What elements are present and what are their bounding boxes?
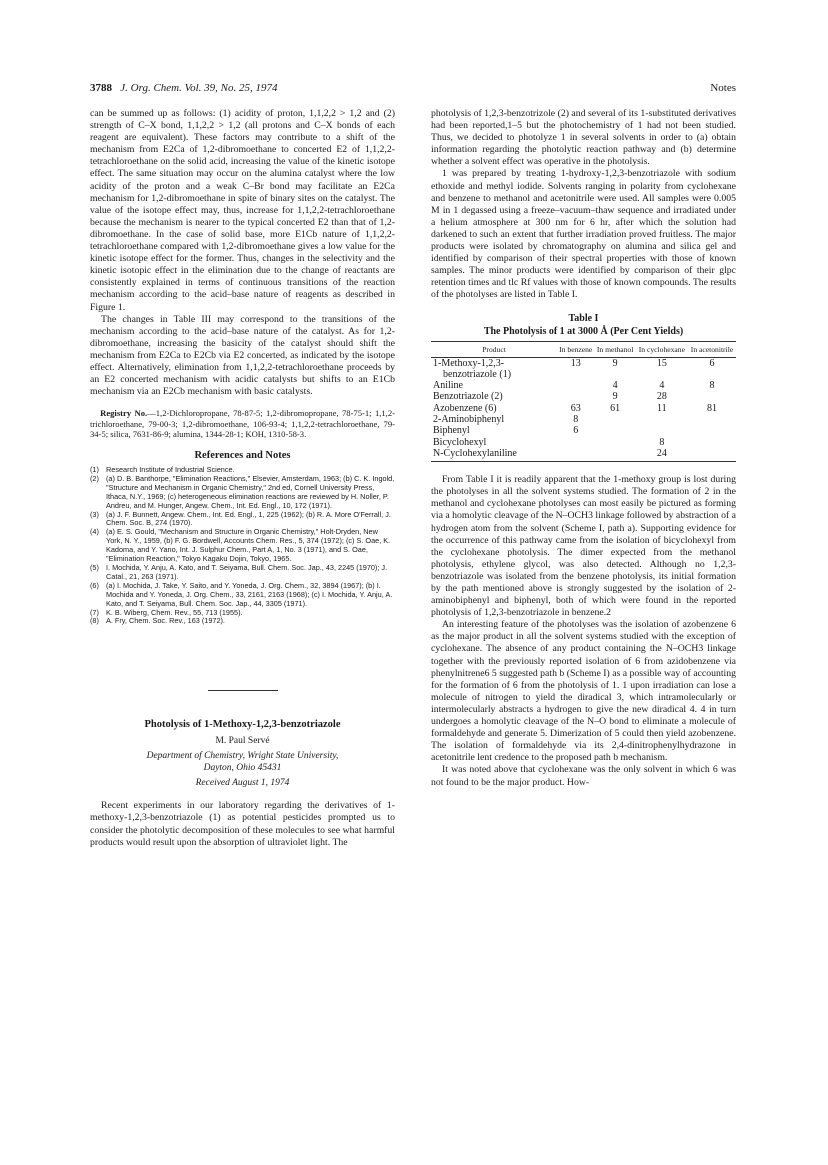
table-header: In benzene [557,341,594,357]
product-cell: N-Cyclohexylaniline [431,448,557,462]
product-cell: Bicyclohexyl [433,436,487,448]
body-paragraph: 1 was prepared by treating 1-hydroxy-1,2,3-benzotriazole with sodium ethoxide and methyl iodide. Solvents ranging in polarity from cyclohexane and benzene to methanol and acetonitrile were used. All samples were 0.005 M in 1 degassed using a freeze–vacuum–thaw sequence and irradiated under a helium atmosphere at 300 nm for 6 hr, after which the solution had darkened to such an extent that further irradiation proved fruitless. The major products were isolated by chromatography on alumina and silica gel and identified by comparison of their spectral properties with those of known samples. The minor products were identified by comparison of their glpc retention times and tlc Rf values with those of known compounds. The results of the photolyses are listed in Table I. [431,168,736,301]
yield-cell: 61 [610,402,621,414]
yield-cell [636,425,688,436]
product-cell: Aniline [433,380,463,392]
journal-name: J. Org. Chem. [120,82,182,94]
references-list [90,466,395,626]
yield-cell: 13 [570,357,581,369]
registry-numbers [90,408,395,440]
table-caption: The Photolysis of 1 at 3000 Å (Per Cent Yields) [483,325,684,337]
yield-cell [688,448,736,462]
table-row [431,380,736,391]
intro-paragraph: Recent experiments in our laboratory regarding the derivatives of 1-methoxy-1,2,3-benzotriazole (1) as potential pesticides prompted us to consider the photolytic decomposition of these molecules to see what harmful products would result upon the absorption of ultraviolet light. The [90,800,395,848]
volume-info: Vol. 39, No. 25, 1974 [184,82,278,94]
reference-item: (6) (a) I. Mochida, J. Take, Y. Saito, and Y. Yoneda, J. Org. Chem., 32, 3894 (1967); (b) I. Mochida and Y. Yoneda, J. Org. Chem., 33, 2161, 2163 (1968); (c) I. Mochida, Y. Anju, A. Kato, and T. Seiyama, Bull. Chem. Soc. Jap., 44, 3305 (1971). [90,580,393,608]
yield-cell: 4 [612,380,618,392]
table-row [431,357,736,369]
results-table [431,341,736,463]
table-header: In methanol [594,341,635,357]
page-header [90,82,736,98]
yield-cell [636,414,688,425]
yield-cell [594,369,635,380]
reference-item: (5) I. Mochida, Y. Anju, A. Kato, and T. Seiyama, Bull. Chem. Soc. Jap., 43, 2245 (1970); J. Catal., 21, 263 (1971). [90,563,388,581]
table-row [431,425,736,436]
yield-cell: 8 [709,380,715,392]
section-name: Notes [710,82,736,94]
yield-cell [688,437,736,448]
table-row [431,437,736,448]
body-paragraph: An interesting feature of the photolyses was the isolation of azobenzene 6 as the major product in all the solvent systems studied with the exception of cyclohexane. The absence of any product containing the N–OCH3 linkage together with the previously reported isolation of 6 from azidobenzene via phenylnitrene6 5 suggested path b (Scheme I) as a possible way of accounting for the formation of 6 from the photolysis of 1. 1 upon irradiation can lose a molecule of nitrogen to yield the diradical 3, which intramolecularly or intermolecularly abstracts a hydrogen to give the new diradical 4. 4 in turn undergoes a homolytic cleavage of the N–O bond to eliminate a molecule of formaldehyde and generate 5. Dimerization of 5 could then yield azobenzene. The isolation of formaldehyde via its 2,4-dinitrophenylhydrazone in acetonitrile lent credence to the proposed path b mechanism. [431,619,736,764]
yield-cell: 24 [636,448,688,462]
product-cell: 2-Aminobiphenyl [433,413,505,425]
article-author: M. Paul Servé [215,736,270,747]
yield-cell [688,369,736,380]
registry-label: Registry No. [100,408,148,419]
product-cell: 1-Methoxy-1,2,3- [433,357,505,369]
product-cell: Azobenzene (6) [433,402,497,414]
table-row [431,448,736,462]
references-title: References and Notes [194,450,291,462]
product-cell: Biphenyl [433,425,470,437]
yield-cell [557,391,594,402]
received-date: Received August 1, 1974 [195,778,290,789]
table-header: In cyclohexane [636,341,688,357]
yield-cell: 15 [656,357,667,369]
yield-cell [594,414,635,425]
table-row [431,403,736,414]
yield-cell: 6 [573,425,579,437]
left-column [90,108,395,849]
page-number: 3788 [90,82,112,94]
yield-cell: 8 [659,436,665,448]
yield-cell [557,380,594,391]
table-row [431,414,736,425]
table-row [431,369,736,380]
right-column [431,108,736,789]
article-affiliation: Department of Chemistry, Wright State University, Dayton, Ohio 45431 [146,751,339,774]
yield-cell [688,414,736,425]
yield-cell: 63 [570,402,581,414]
table-title [431,312,736,338]
article-title: Photolysis of 1-Methoxy-1,2,3-benzotriazole [144,719,341,731]
table-label: Table I [568,312,599,324]
yield-cell [688,425,736,436]
product-cell: benzotriazole (1) [443,368,512,380]
yield-cell [594,425,635,436]
body-paragraph: It was noted above that cyclohexane was the only solvent in which 6 was not found to be the major product. How- [431,764,736,788]
reference-item: (1) Research Institute of Industrial Science. [90,465,235,475]
yield-cell [594,437,635,448]
table-header: Product [431,341,557,357]
reference-item: (8) A. Fry, Chem. Soc. Rev., 163 (1972). [90,616,225,626]
reference-item: (7) K. B. Wiberg, Chem. Rev., 55, 713 (1955). [90,607,243,617]
yield-cell: 9 [612,357,618,369]
yield-cell [557,437,594,448]
product-cell: Benzotriazole (2) [433,391,503,403]
yield-cell [688,391,736,402]
yield-cell [636,369,688,380]
yield-cell: 81 [707,402,717,414]
yield-cell [557,369,594,380]
yield-cell: 8 [573,413,579,425]
yield-cell: 4 [659,380,665,392]
registry-text: —1,2-Dichloropropane, 78-87-5; 1,2-dibromopropane, 78-75-1; 1,1,2-trichloroethane, 79-00-3; 1,2-dibromoethane, 106-93-4; 1,1,2,2-tetrachloroethane, 79-34-5; silica, 7631-86-9; alumina, 1344-28-1; KOH, 1310-58-3. [90,408,395,440]
yield-cell [557,448,594,462]
table-header: In acetonitrile [688,341,736,357]
yield-cell: 11 [657,402,667,414]
body-paragraph: From Table I it is readily apparent that the 1-methoxy group is lost during the photolyses in all the solvent systems studied. The formation of 2 in the methanol and cyclohexane photolyses can most easily be pictured as forming via a homolytic cleavage of the N–OCH3 linkage followed by abstraction of a hydrogen atom from the solvent (Scheme I, path a). Supporting evidence for the occurrence of this pathway came from the isolation of bicyclohexyl from the cyclohexane photolysis. The dimer expected from the methanol photolysis, ethylene glycol, was also detected. Although no 1,2,3-benzotriazole was isolated from the benzene photolysis, its initial formation by the path mentioned above is strongly suggested by the isolation of 2-aminobiphenyl and biphenyl, both of which were found in the reported photolysis of 1,2,3-benzotriazole in benzene.2 [431,474,736,619]
body-paragraph: The changes in Table III may correspond to the transitions of the mechanism according to the acid–base nature of the catalyst. As for 1,2-dibromoethane, increasing the basicity of the catalyst should shift the mechanism from E2Ca to E2Cb via E2 concerted, as indicated by the isotope effect. Alternatively, elimination from 1,1,2,2-tetrachloroethane proceeds by an E2 concerted mechanism with acidic catalysts but shifts to an E1Cb mechanism via an E2Cb mechanism with basic catalysts. [90,313,395,398]
body-paragraph: can be summed up as follows: (1) acidity of proton, 1,1,2,2 > 1,2 and (2) strength of C–X bond, 1,1,2,2 > 1,2 (all protons and C–X bonds of each reagent are equivalent). These factors may contribute to a shift of the mechanism from E2Ca of 1,2-dibromoethane to concerted E2 of 1,1,2,2-tetrachloroethane on the solid acid, increasing the value of the kinetic isotope effect. The same situation may occur on the alumina catalyst where the low acidity of the proton and a weak C–Br bond may facilitate an E2Ca mechanism for 1,2-dibromoethane in spite of binary sites on the catalyst. The value of the isotope effect may, thus, increase for 1,1,2,2-tetrachloroethane because the mechanism is nearer to the typical concerted E2 than that of 1,2-dibromoethane. In the case of solid base, more E1Cb nature of 1,1,2,2-tetrachloroethane compared with 1,2-dibromoethane gives a low value for the kinetic isotope effect for the former. Thus, changes in the selectivity and the kinetic isotopic effect in the elimination due to the change of reactants are consistently explained in terms of continuous transitions of the reaction mechanism according to the acid–base nature of reagents as described in Figure 1. [90,108,395,313]
table-row [431,391,736,402]
body-paragraph: photolysis of 1,2,3-benzotrizole (2) and several of its 1-substituted derivatives had been reported,1–5 but the photochemistry of 1 had not been studied. Thus, we decided to photolyze 1 in several solvents in order to (a) obtain information regarding the photolytic reaction pathway and (b) determine whether a solvent effect was operative in the photolysis. [431,108,736,168]
running-head [90,82,278,94]
yield-cell: 6 [709,357,715,369]
yield-cell [594,448,635,462]
reference-item: (4) (a) E. S. Gould, "Mechanism and Structure in Organic Chemistry," Holt-Dryden, New York, N. Y., 1959, (b) F. G. Bordwell, Accounts Chem. Res., 5, 374 (1972); (c) S. Oae, K. Kadoma, and Y. Yano, Int. J. Sulphur Chem., Part A, 1, No. 3 (1971), and S. Oae, "Elimination Reaction," Tokyo Kagaku Dojin, Tokyo, 1965. [90,527,391,564]
table-header-row [431,341,736,357]
yield-cell: 9 [612,391,618,403]
reference-item: (2) (a) D. B. Banthorpe, "Elimination Reactions," Elsevier, Amsterdam, 1963; (b) C. K. Ingold, "Structure and Mechanism in Organic Chemistry," 2nd ed, Cornell University Press, Ithaca, N.Y., 1969; (c) heterogeneous elimination reactions are reviewed by H. Noller, P. Andreu, and M. Hunger, Angew. Chem., Int. Ed. Engl., 10, 172 (1971). [90,473,395,510]
section-divider [208,690,278,691]
reference-item: (3) (a) J. F. Bunnett, Angew. Chem., Int. Ed. Engl., 1, 225 (1962); (b) R. A. More O'Ferrall, J. Chem. Soc. B, 274 (1970). [90,509,391,528]
yield-cell: 28 [656,391,667,403]
